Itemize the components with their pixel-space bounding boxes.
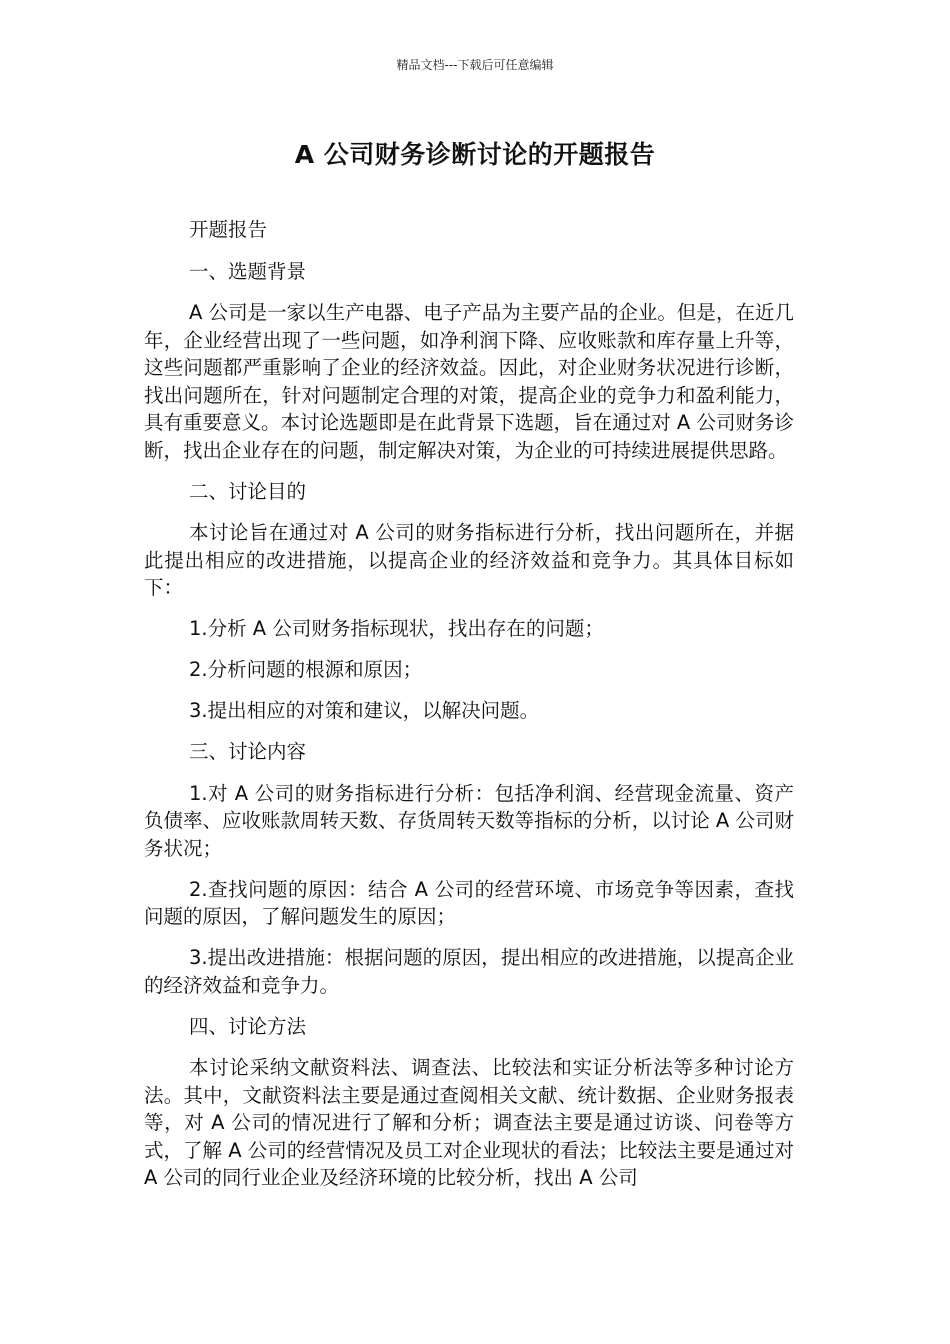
section-heading-purpose: 二、讨论目的: [189, 479, 307, 503]
list-item: 1.对 A 公司的财务指标进行分析：包括净利润、经营现金流量、资产负债率、应收账款周转天数、存货周转天数等指标的分析，以讨论 A 公司财务状况；: [144, 781, 794, 860]
paragraph-background: A 公司是一家以生产电器、电子产品为主要产品的企业。但是，在近几年，企业经营出现了一些问题，如净利润下降、应收账款和库存量上升等，这些问题都严重影响了企业的经济效益。因此，对企业财务状况进行诊断，找出问题所在，针对问题制定合理的对策，提高企业的竞争力和盈利能力，具有重要意义。本讨论选题即是在此背景下选题，旨在通过对 A 公司财务诊断，找出企业存在的问题，制定解决对策，为企业的可持续进展提供思路。: [144, 301, 794, 462]
header-note: 精品文档---下载后可任意编辑: [396, 58, 554, 72]
document-body: [144, 216, 794, 1205]
section-heading-content: 三、讨论内容: [189, 740, 307, 763]
paragraph-purpose: 本讨论旨在通过对 A 公司的财务指标进行分析，找出问题所在，并据此提出相应的改进措施，以提高企业的经济效益和竞争力。其具体目标如下：: [144, 521, 794, 599]
list-item: 3.提出相应的对策和建议，以解决问题。: [189, 699, 540, 722]
list-item: 2.查找问题的原因：结合 A 公司的经营环境、市场竞争等因素，查找问题的原因，了解问题发生的原因；: [144, 877, 794, 928]
paragraph-method: 本讨论采纳文献资料法、调查法、比较法和实证分析法等多种讨论方法。其中，文献资料法主要是通过查阅相关文献、统计数据、企业财务报表等，对 A 公司的情况进行了解和分析；调查法主要是通过访谈、问卷等方式，了解 A 公司的经营情况及员工对企业现状的看法；比较法主要是通过对 A 公司的同行业企业及经济环境的比较分析，找出 A 公司: [144, 1056, 794, 1189]
section-label: 开题报告: [189, 218, 268, 241]
document-title: A 公司财务诊断讨论的开题报告: [294, 140, 656, 169]
section-heading-background: 一、选题背景: [189, 259, 307, 283]
list-item: 3.提出改进措施：根据问题的原因，提出相应的改进措施，以提高企业的经济效益和竞争力。: [144, 946, 794, 997]
section-heading-method: 四、讨论方法: [189, 1014, 307, 1038]
list-item: 2.分析问题的根源和原因；: [189, 658, 423, 681]
list-item: 1.分析 A 公司财务指标现状，找出存在的问题；: [189, 617, 604, 640]
